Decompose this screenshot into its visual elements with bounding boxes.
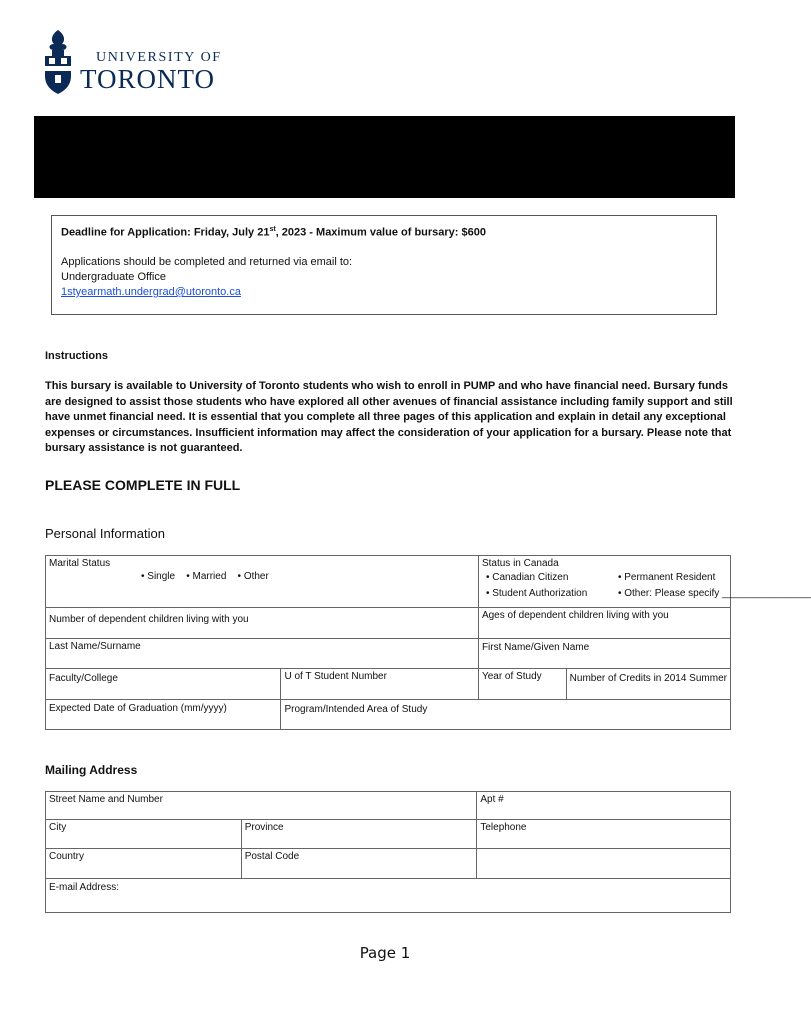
apt-label: Apt # xyxy=(480,794,504,805)
deadline-prefix: Deadline for Application: Friday, July 21 xyxy=(61,226,270,239)
last-name-field[interactable] xyxy=(46,639,479,669)
program-field[interactable] xyxy=(281,700,731,730)
email-link[interactable]: 1styearmath.undergrad@utoronto.ca xyxy=(61,286,241,298)
postal-code-field[interactable] xyxy=(241,849,477,879)
first-name-field[interactable] xyxy=(478,639,730,669)
status-option-other[interactable]: • Other: Please specify ________________ xyxy=(618,588,811,599)
status-option-citizen[interactable]: • Canadian Citizen xyxy=(486,572,568,583)
deadline-box xyxy=(51,215,717,315)
faculty-label: Faculty/College xyxy=(49,673,118,684)
graduation-date-label: Expected Date of Graduation (mm/yyyy) xyxy=(49,703,227,714)
graduation-date-field[interactable] xyxy=(46,700,281,730)
credits-label: Number of Credits in 2014 Summer xyxy=(569,673,727,684)
status-option-resident[interactable]: • Permanent Resident xyxy=(618,572,715,583)
header-band xyxy=(34,116,735,198)
mailing-address-heading: Mailing Address xyxy=(45,763,138,777)
telephone-field[interactable] xyxy=(477,820,731,849)
university-logo xyxy=(40,28,240,100)
email-address-field[interactable] xyxy=(46,879,731,913)
personal-info-table xyxy=(45,555,811,730)
children-ages-label: Ages of dependent children living with you xyxy=(481,610,669,621)
logo-line1: UNIVERSITY OF xyxy=(96,50,222,65)
mailing-address-table xyxy=(45,791,731,913)
children-count-label: Number of dependent children living with you xyxy=(49,614,249,625)
country-label: Country xyxy=(49,851,85,862)
year-of-study-label: Year of Study xyxy=(481,671,542,682)
please-complete-heading: PLEASE COMPLETE IN FULL xyxy=(45,477,241,493)
email-address-label: E-mail Address: xyxy=(49,882,120,893)
postal-code-label: Postal Code xyxy=(244,851,300,862)
year-of-study-field[interactable] xyxy=(478,669,566,700)
country-field[interactable] xyxy=(46,849,242,879)
telephone-label: Telephone xyxy=(480,822,527,833)
office-name: Undergraduate Office xyxy=(61,271,166,283)
marital-option-single[interactable]: • Single xyxy=(141,571,175,582)
last-name-label: Last Name/Surname xyxy=(49,641,141,652)
city-label: City xyxy=(49,822,67,833)
marital-option-other[interactable]: • Other xyxy=(238,571,269,582)
logo-line2: TORONTO xyxy=(80,64,216,94)
student-number-label: U of T Student Number xyxy=(284,671,387,682)
marital-status-cell xyxy=(46,556,479,608)
personal-info-heading: Personal Information xyxy=(45,526,165,541)
children-count-field[interactable] xyxy=(46,608,479,639)
marital-status-label: Marital Status xyxy=(49,558,111,569)
status-option-authorization[interactable]: • Student Authorization xyxy=(486,588,587,599)
status-canada-cell xyxy=(478,556,811,608)
crest-icon xyxy=(42,28,74,96)
marital-option-married[interactable]: • Married xyxy=(186,571,226,582)
blank-field[interactable] xyxy=(477,849,731,879)
student-number-field[interactable] xyxy=(281,669,478,700)
province-field[interactable] xyxy=(241,820,477,849)
page-number: Page 1 xyxy=(359,944,411,962)
city-field[interactable] xyxy=(46,820,242,849)
street-field[interactable] xyxy=(46,792,477,820)
street-label: Street Name and Number xyxy=(49,794,163,805)
children-ages-field[interactable] xyxy=(478,608,730,639)
credits-field[interactable] xyxy=(566,669,730,700)
apt-field[interactable] xyxy=(477,792,731,820)
program-label: Program/Intended Area of Study xyxy=(284,704,428,715)
deadline-suffix: , 2023 - Maximum value of bursary: $600 xyxy=(275,226,486,239)
instructions-body: This bursary is available to University of Toronto students who wish to enroll in PUMP and who have financial need. Bursary funds are designed to assist those students who have explored all other avenues of financial assistance including family support and still have unmet financial need. It is essential that you complete all three pages of this application and explain in detail any exceptional expenses or circumstances. Insufficient information may affect the consideration of your application for a bursary. Please note that bursary assistance is not guaranteed. xyxy=(45,380,733,454)
instructions-title: Instructions xyxy=(45,350,108,362)
deadline-sup: st xyxy=(269,226,276,233)
first-name-label: First Name/Given Name xyxy=(481,642,590,653)
province-label: Province xyxy=(244,822,284,833)
faculty-field[interactable] xyxy=(46,669,281,700)
status-canada-label: Status in Canada xyxy=(481,558,559,569)
return-instruction: Applications should be completed and returned via email to: xyxy=(61,256,353,268)
deadline-line xyxy=(61,226,486,239)
